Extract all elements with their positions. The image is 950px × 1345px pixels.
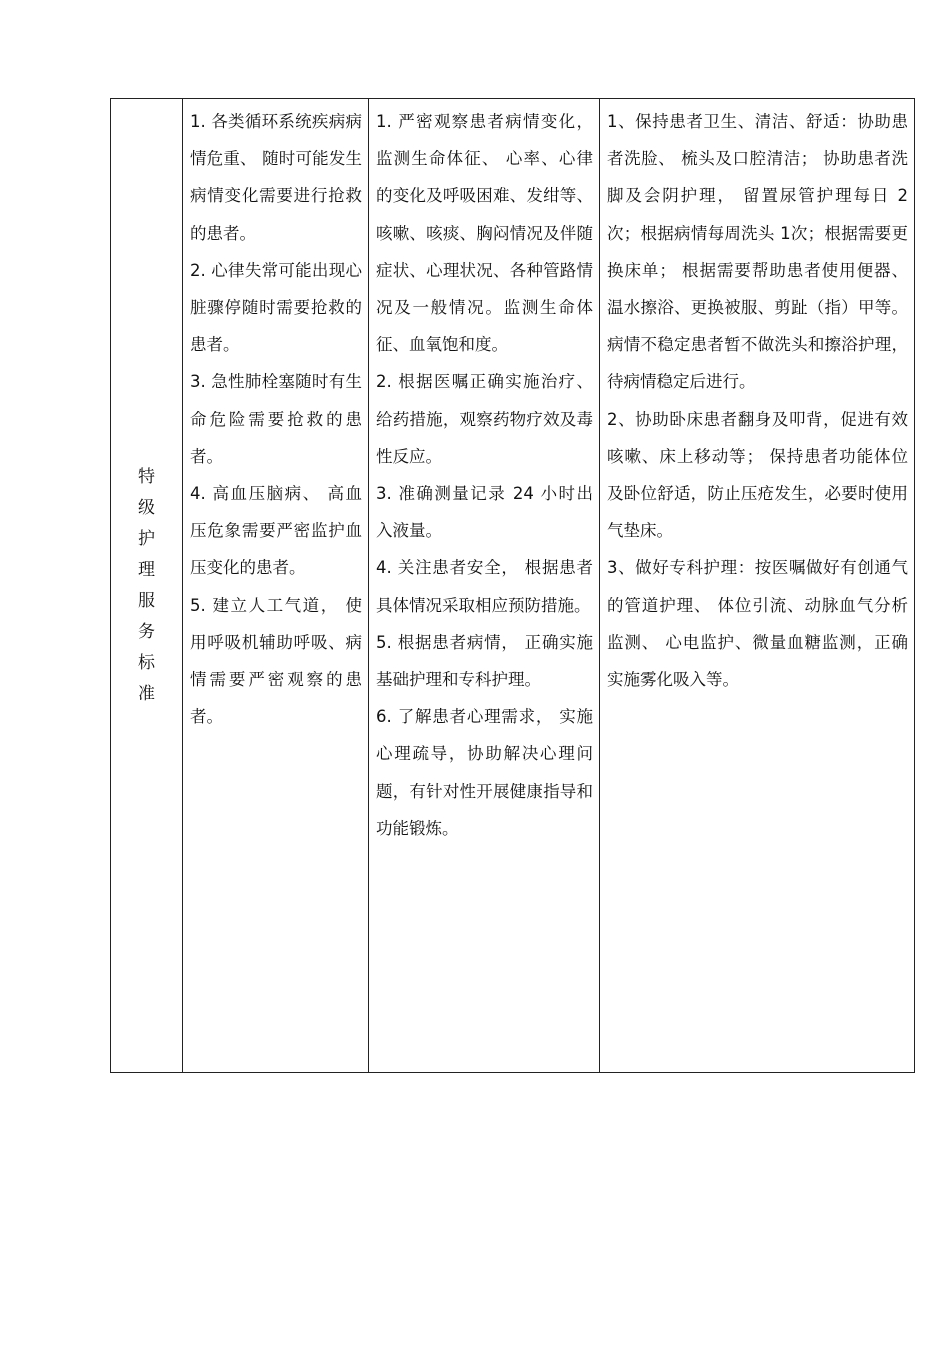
row-label: 特级护理服务标准 [138, 466, 155, 704]
row-label-cell [111, 99, 183, 1073]
patient-criteria-item: 4. 高血压脑病、 高血压危象需要严密监护血压变化的患者。 [190, 484, 362, 578]
care-item: 2、协助卧床患者翻身及叩背，促进有效咳嗽、床上移动等； 保持患者功能体位及卧位舒适，防止压疮发生，必要时使用气垫床。 [607, 409, 908, 541]
patient-criteria-item: 5. 建立人工气道， 使用呼吸机辅助呼吸、病情需要严密观察的患者。 [190, 595, 362, 727]
observation-item: 1. 严密观察患者病情变化，监测生命体征、 心率、心律的变化及呼吸困难、发绀等、咳嗽、咳痰、胸闷情况及伴随症状、心理状况、各种管路情况及一般情况。监测生命体征、血氧饱和度。 [376, 112, 593, 355]
observation-cell [369, 99, 600, 1073]
observation-item: 3. 准确测量记录 24 小时出入液量。 [376, 484, 593, 541]
patient-criteria-item: 1. 各类循环系统疾病病情危重、 随时可能发生病情变化需要进行抢救的患者。 [190, 112, 362, 243]
table-row [111, 99, 915, 1073]
patient-criteria-item: 2. 心律失常可能出现心脏骤停随时需要抢救的患者。 [190, 260, 362, 355]
care-item: 1、保持患者卫生、清洁、舒适：协助患者洗脸、 梳头及口腔清洁； 协助患者洗脚及会阴护理， 留置尿管护理每日 2次；根据病情每周洗头 1次；根据需要更换床单； 根据需要帮助患者使用便器、温水擦浴、更换被服、剪趾（指）甲等。病情不稳定患者暂不做洗头和擦浴护理， 待病情稳定后进行。 [607, 112, 908, 392]
care-item: 3、做好专科护理：按医嘱做好有创通气的管道护理、 体位引流、动脉血气分析监测、 心电监护、微量血糖监测，正确实施雾化吸入等。 [607, 558, 908, 690]
observation-item: 4. 关注患者安全， 根据患者具体情况采取相应预防措施。 [376, 558, 593, 615]
patient-criteria-item: 3. 急性肺栓塞随时有生命危险需要抢救的患者。 [190, 372, 362, 466]
observation-item: 2. 根据医嘱正确实施治疗、给药措施，观察药物疗效及毒性反应。 [376, 372, 593, 466]
patient-criteria-cell [183, 99, 369, 1073]
care-cell [600, 99, 915, 1073]
observation-item: 5. 根据患者病情， 正确实施基础护理和专科护理。 [376, 632, 593, 690]
observation-item: 6. 了解患者心理需求， 实施心理疏导，协助解决心理问题，有针对性开展健康指导和功能锻炼。 [376, 707, 593, 838]
nursing-standard-table [110, 98, 915, 1073]
